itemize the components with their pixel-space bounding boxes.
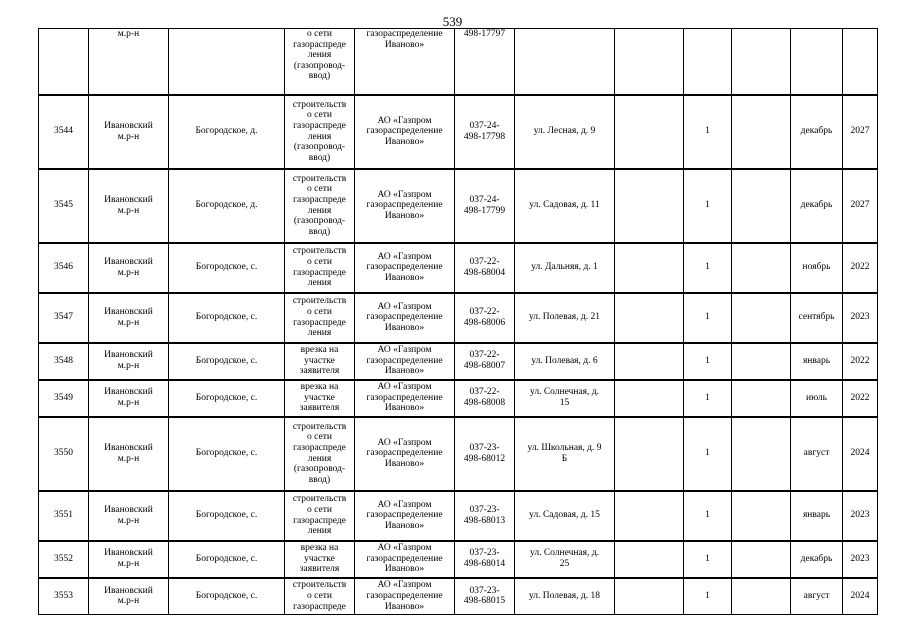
cell-blank (732, 29, 791, 95)
cell-code: 037-22- 498-68008 (455, 380, 515, 417)
cell-work-type: врезка на участке заявителя (285, 380, 355, 417)
cell-month: декабрь (791, 169, 843, 243)
cell-number: 3552 (39, 541, 89, 578)
cell-blank (732, 541, 791, 578)
cell-code: 498-17797 (455, 29, 515, 95)
table-body (39, 29, 878, 615)
cell-blank (732, 380, 791, 417)
cell-year: 2023 (843, 541, 878, 578)
cell-month: сентябрь (791, 293, 843, 343)
cell-address (515, 29, 615, 95)
cell-number: 3549 (39, 380, 89, 417)
cell-code: 037-23- 498-68014 (455, 541, 515, 578)
cell-settlement: Богородское, с. (169, 243, 285, 293)
cell-address: ул. Солнечная, д. 15 (515, 380, 615, 417)
cell-blank (615, 417, 684, 491)
cell-number: 3548 (39, 343, 89, 380)
cell-address: ул. Полевая, д. 6 (515, 343, 615, 380)
cell-settlement: Богородское, с. (169, 343, 285, 380)
cell-quantity (684, 29, 732, 95)
cell-work-type: врезка на участке заявителя (285, 343, 355, 380)
cell-organization: АО «Газпром газораспределение Иваново» (355, 417, 455, 491)
cell-month: август (791, 578, 843, 615)
cell-address: ул. Солнечная, д. 25 (515, 541, 615, 578)
table-row (39, 293, 878, 343)
cell-quantity: 1 (684, 293, 732, 343)
cell-district: м.р-н (89, 29, 169, 95)
cell-quantity: 1 (684, 343, 732, 380)
cell-year: 2027 (843, 95, 878, 169)
cell-settlement: Богородское, с. (169, 578, 285, 615)
cell-year: 2027 (843, 169, 878, 243)
cell-year: 2023 (843, 491, 878, 541)
cell-blank (615, 95, 684, 169)
table-row-continued (39, 29, 878, 95)
cell-month: декабрь (791, 541, 843, 578)
cell-quantity: 1 (684, 541, 732, 578)
cell-blank (615, 343, 684, 380)
cell-district: Ивановский м.р-н (89, 293, 169, 343)
cell-quantity: 1 (684, 491, 732, 541)
cell-district: Ивановский м.р-н (89, 541, 169, 578)
cell-year: 2022 (843, 243, 878, 293)
cell-settlement (169, 29, 285, 95)
cell-organization: АО «Газпром газораспределение Иваново» (355, 343, 455, 380)
cell-number (39, 29, 89, 95)
cell-blank (732, 169, 791, 243)
cell-number: 3550 (39, 417, 89, 491)
cell-number: 3553 (39, 578, 89, 615)
cell-quantity: 1 (684, 578, 732, 615)
table-row (39, 578, 878, 615)
cell-district: Ивановский м.р-н (89, 243, 169, 293)
cell-work-type: строительств о сети газораспреде ления (газопровод- ввод) (285, 169, 355, 243)
cell-work-type: строительств о сети газораспреде (285, 578, 355, 615)
cell-code: 037-22- 498-68007 (455, 343, 515, 380)
cell-address: ул. Полевая, д. 21 (515, 293, 615, 343)
cell-district: Ивановский м.р-н (89, 95, 169, 169)
cell-settlement: Богородское, д. (169, 169, 285, 243)
table-row (39, 169, 878, 243)
cell-blank (615, 243, 684, 293)
cell-month: январь (791, 491, 843, 541)
cell-year: 2023 (843, 293, 878, 343)
cell-quantity: 1 (684, 169, 732, 243)
cell-address: ул. Полевая, д. 18 (515, 578, 615, 615)
cell-organization: АО «Газпром газораспределение Иваново» (355, 578, 455, 615)
cell-year: 2022 (843, 343, 878, 380)
table-row (39, 243, 878, 293)
cell-work-type: строительств о сети газораспреде ления (газопровод- ввод) (285, 95, 355, 169)
cell-month: август (791, 417, 843, 491)
cell-blank (615, 491, 684, 541)
cell-district: Ивановский м.р-н (89, 380, 169, 417)
cell-month: ноябрь (791, 243, 843, 293)
cell-number: 3551 (39, 491, 89, 541)
cell-number: 3544 (39, 95, 89, 169)
gasification-schedule-table (38, 28, 878, 615)
table-row (39, 95, 878, 169)
cell-code: 037-23- 498-68015 (455, 578, 515, 615)
cell-settlement: Богородское, с. (169, 541, 285, 578)
cell-organization: АО «Газпром газораспределение Иваново» (355, 491, 455, 541)
cell-district: Ивановский м.р-н (89, 417, 169, 491)
cell-quantity: 1 (684, 417, 732, 491)
cell-work-type: строительств о сети газораспреде ления (285, 293, 355, 343)
cell-blank (732, 293, 791, 343)
cell-blank (732, 417, 791, 491)
cell-code: 037-22- 498-68004 (455, 243, 515, 293)
cell-organization: АО «Газпром газораспределение Иваново» (355, 95, 455, 169)
cell-work-type: врезка на участке заявителя (285, 541, 355, 578)
cell-month: январь (791, 343, 843, 380)
cell-code: 037-22- 498-68006 (455, 293, 515, 343)
cell-settlement: Богородское, с. (169, 293, 285, 343)
cell-district: Ивановский м.р-н (89, 169, 169, 243)
cell-address: ул. Дальняя, д. 1 (515, 243, 615, 293)
cell-work-type: строительств о сети газораспреде ления (285, 243, 355, 293)
cell-organization: АО «Газпром газораспределение Иваново» (355, 169, 455, 243)
cell-address: ул. Садовая, д. 11 (515, 169, 615, 243)
cell-district: Ивановский м.р-н (89, 491, 169, 541)
cell-blank (732, 95, 791, 169)
cell-number: 3545 (39, 169, 89, 243)
cell-organization: АО «Газпром газораспределение Иваново» (355, 293, 455, 343)
cell-address: ул. Школьная, д. 9 Б (515, 417, 615, 491)
table-row (39, 417, 878, 491)
cell-blank (615, 293, 684, 343)
cell-year: 2024 (843, 417, 878, 491)
cell-settlement: Богородское, с. (169, 491, 285, 541)
cell-number: 3547 (39, 293, 89, 343)
cell-organization: АО «Газпром газораспределение Иваново» (355, 541, 455, 578)
cell-blank (615, 578, 684, 615)
cell-work-type: о сети газораспреде ления (газопровод- ввод) (285, 29, 355, 95)
page-number: 539 (442, 14, 463, 29)
cell-blank (615, 541, 684, 578)
cell-settlement: Богородское, с. (169, 417, 285, 491)
cell-quantity: 1 (684, 95, 732, 169)
cell-work-type: строительств о сети газораспреде ления (газопровод- ввод) (285, 417, 355, 491)
cell-organization: АО «Газпром газораспределение Иваново» (355, 243, 455, 293)
cell-district: Ивановский м.р-н (89, 578, 169, 615)
cell-address: ул. Садовая, д. 15 (515, 491, 615, 541)
cell-year: 2024 (843, 578, 878, 615)
cell-quantity: 1 (684, 243, 732, 293)
cell-month (791, 29, 843, 95)
cell-year: 2022 (843, 380, 878, 417)
cell-blank (732, 243, 791, 293)
table-row (39, 491, 878, 541)
cell-code: 037-23- 498-68012 (455, 417, 515, 491)
cell-blank (615, 380, 684, 417)
table-row (39, 343, 878, 380)
cell-blank (732, 343, 791, 380)
cell-settlement: Богородское, д. (169, 95, 285, 169)
cell-code: 037-24- 498-17799 (455, 169, 515, 243)
cell-code: 037-24- 498-17798 (455, 95, 515, 169)
table-row (39, 541, 878, 578)
cell-quantity: 1 (684, 380, 732, 417)
cell-blank (732, 491, 791, 541)
cell-blank (615, 169, 684, 243)
cell-number: 3546 (39, 243, 89, 293)
cell-blank (732, 578, 791, 615)
cell-month: июль (791, 380, 843, 417)
cell-district: Ивановский м.р-н (89, 343, 169, 380)
cell-year (843, 29, 878, 95)
cell-organization: АО «Газпром газораспределение Иваново» (355, 380, 455, 417)
cell-settlement: Богородское, с. (169, 380, 285, 417)
table-row (39, 380, 878, 417)
cell-organization: газораспределение Иваново» (355, 29, 455, 95)
cell-address: ул. Лесная, д. 9 (515, 95, 615, 169)
cell-blank (615, 29, 684, 95)
cell-month: декабрь (791, 95, 843, 169)
cell-code: 037-23- 498-68013 (455, 491, 515, 541)
cell-work-type: строительств о сети газораспреде ления (285, 491, 355, 541)
